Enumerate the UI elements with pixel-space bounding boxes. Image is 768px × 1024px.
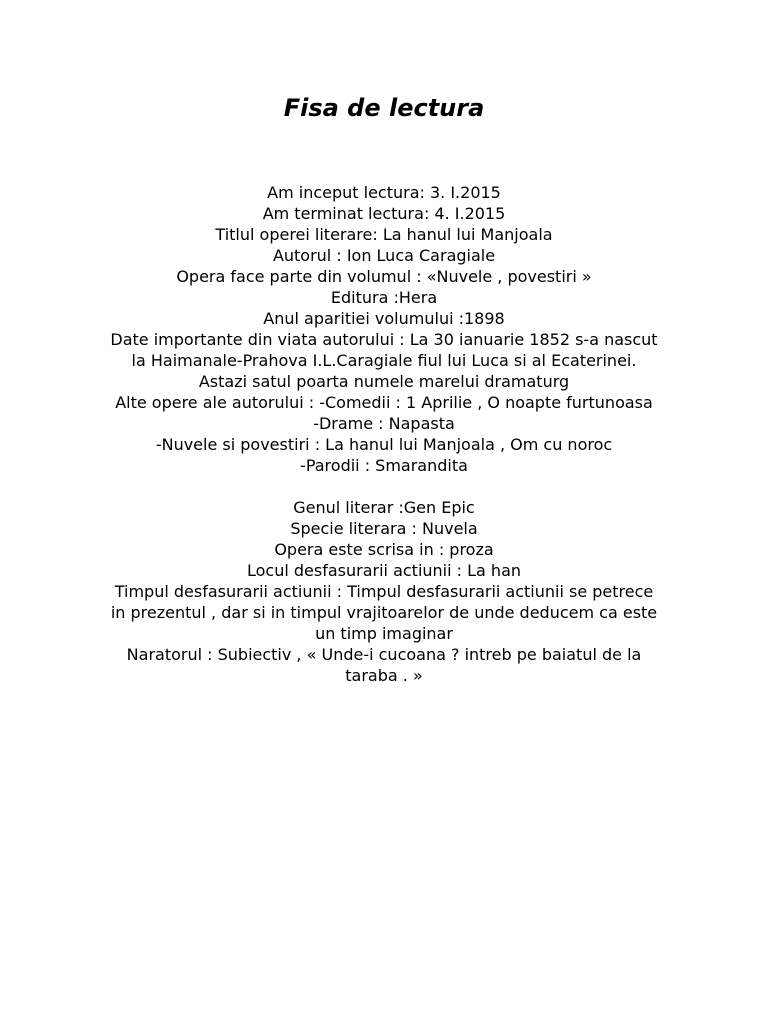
- other-works-dramas-line: -Drame : Napasta: [313, 414, 455, 433]
- other-works-novellas-line: -Nuvele si povestiri : La hanul lui Manjoala , Om cu noroc: [155, 435, 613, 454]
- written-form-line: Opera este scrisa in : proza: [274, 540, 494, 559]
- action-place-line: Locul desfasurarii actiunii : La han: [246, 561, 522, 580]
- document-title: Fisa de lectura: [283, 94, 485, 122]
- volume-line: Opera face parte din volumul : «Nuvele , povestiri »: [176, 267, 592, 286]
- literary-genre-line: Genul literar :Gen Epic: [293, 498, 475, 517]
- publication-year-line: Anul aparitiei volumului :1898: [263, 309, 505, 328]
- narrator-paragraph: Naratorul : Subiectiv , « Unde-i cucoana ? intreb pe baiatul de la taraba . »: [126, 645, 642, 685]
- work-title-line: Titlul operei literare: La hanul lui Manjoala: [215, 225, 553, 244]
- publisher-line: Editura :Hera: [330, 288, 438, 307]
- action-time-paragraph: Timpul desfasurarii actiunii : Timpul desfasurarii actiunii se petrece in prezentul , dar si in timpul vrajitoarelor de unde deducem ca este un timp imaginar: [110, 582, 658, 643]
- other-works-comedies-line: Alte opere ale autorului : -Comedii : 1 Aprilie , O noapte furtunoasa: [115, 393, 653, 412]
- author-biography-paragraph: Date importante din viata autorului : La 30 ianuarie 1852 s-a nascut la Haimanale-Prahova I.L.Caragiale fiul lui Luca si al Ecaterinei. Astazi satul poarta numele marelui dramaturg: [110, 330, 658, 391]
- start-date-line: Am inceput lectura: 3. I.2015: [267, 183, 501, 202]
- end-date-line: Am terminat lectura: 4. I.2015: [262, 204, 506, 223]
- other-works-parodies-line: -Parodii : Smarandita: [300, 456, 468, 475]
- literary-species-line: Specie literara : Nuvela: [290, 519, 478, 538]
- paragraph-spacer: [110, 476, 658, 497]
- document-body: [110, 182, 658, 686]
- author-line: Autorul : Ion Luca Caragiale: [272, 246, 496, 265]
